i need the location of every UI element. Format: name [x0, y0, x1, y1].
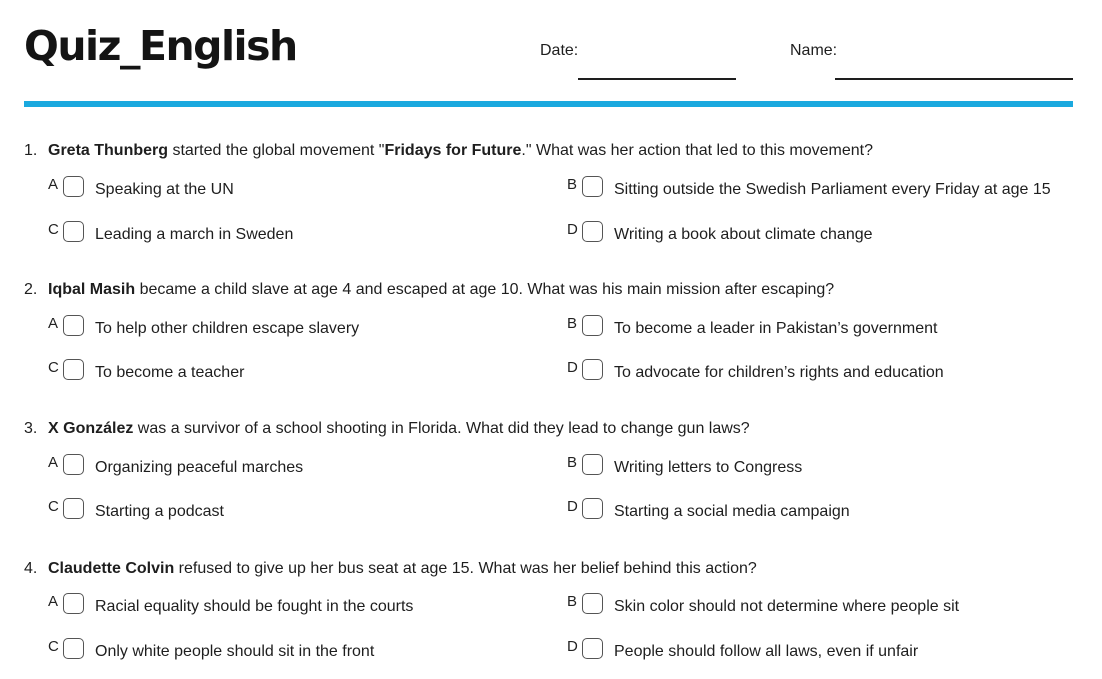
option-letter: C	[48, 359, 59, 376]
option-text: Writing letters to Congress	[614, 459, 803, 476]
option-b[interactable]	[567, 176, 1077, 202]
option-checkbox[interactable]	[582, 498, 603, 519]
option-checkbox[interactable]	[63, 315, 84, 336]
option-letter: D	[567, 221, 578, 238]
option-checkbox[interactable]	[63, 221, 84, 242]
option-c[interactable]	[48, 638, 548, 664]
question-person-name: Greta Thunberg	[48, 142, 169, 159]
option-b[interactable]	[567, 315, 1077, 341]
option-text: To help other children escape slavery	[95, 320, 360, 337]
option-checkbox[interactable]	[63, 454, 84, 475]
option-d[interactable]	[567, 638, 1077, 664]
option-letter: D	[567, 359, 578, 376]
question-person-name: X González	[48, 420, 134, 437]
option-letter: A	[48, 593, 59, 610]
option-text: Sitting outside the Swedish Parliament every Friday at age 15	[614, 181, 1051, 198]
option-text: Writing a book about climate change	[614, 226, 873, 243]
option-text: To become a teacher	[95, 364, 245, 381]
option-letter: B	[567, 315, 578, 332]
option-checkbox[interactable]	[63, 638, 84, 659]
question-1	[24, 142, 1084, 252]
question-number: 2.	[24, 281, 38, 298]
option-letter: A	[48, 454, 59, 471]
name-field-line[interactable]	[835, 78, 1073, 80]
option-text: Starting a podcast	[95, 503, 224, 520]
option-checkbox[interactable]	[582, 315, 603, 336]
question-number: 1.	[24, 142, 38, 159]
option-d[interactable]	[567, 221, 1077, 247]
question-text-pre: refused to give up her bus seat at age 15. What was her belief behind this action?	[174, 560, 757, 577]
question-3	[24, 420, 1084, 530]
option-letter: B	[567, 454, 578, 471]
question-text-pre: became a child slave at age 4 and escaped at age 10. What was his main mission after escaping?	[135, 281, 835, 298]
option-checkbox[interactable]	[63, 498, 84, 519]
option-d[interactable]	[567, 359, 1077, 385]
option-letter: C	[48, 498, 59, 515]
option-checkbox[interactable]	[582, 454, 603, 475]
option-a[interactable]	[48, 315, 548, 341]
option-text: Starting a social media campaign	[614, 503, 850, 520]
option-letter: C	[48, 221, 59, 238]
option-checkbox[interactable]	[63, 176, 84, 197]
question-text-pre: was a survivor of a school shooting in Florida. What did they lead to change gun laws?	[133, 420, 750, 437]
question-text	[24, 560, 757, 578]
option-checkbox[interactable]	[63, 593, 84, 614]
option-checkbox[interactable]	[582, 593, 603, 614]
option-b[interactable]	[567, 593, 1077, 619]
question-highlight: Fridays for Future	[384, 142, 522, 159]
question-number: 4.	[24, 560, 38, 577]
option-text: Skin color should not determine where people sit	[614, 598, 960, 615]
question-person-name: Claudette Colvin	[48, 560, 175, 577]
question-number: 3.	[24, 420, 38, 437]
option-letter: A	[48, 176, 59, 193]
option-a[interactable]	[48, 176, 548, 202]
question-text-post: ." What was her action that led to this movement?	[521, 142, 874, 159]
option-text: People should follow all laws, even if unfair	[614, 643, 919, 660]
date-field-line[interactable]	[578, 78, 736, 80]
question-text	[24, 142, 873, 160]
option-text: Only white people should sit in the front	[95, 643, 375, 660]
option-letter: B	[567, 176, 578, 193]
option-text: Racial equality should be fought in the courts	[95, 598, 414, 615]
date-label: Date:	[540, 42, 579, 59]
question-2	[24, 281, 1084, 391]
option-c[interactable]	[48, 498, 548, 524]
option-a[interactable]	[48, 593, 548, 619]
option-checkbox[interactable]	[582, 638, 603, 659]
question-text-pre: started the global movement "	[168, 142, 385, 159]
option-text: To become a leader in Pakistan’s government	[614, 320, 938, 337]
question-person-name: Iqbal Masih	[48, 281, 136, 298]
option-checkbox[interactable]	[582, 359, 603, 380]
option-text: Leading a march in Sweden	[95, 226, 294, 243]
question-text	[24, 281, 834, 299]
option-letter: B	[567, 593, 578, 610]
option-text: Organizing peaceful marches	[95, 459, 304, 476]
header-divider	[24, 101, 1073, 107]
quiz-title: Quiz_English	[24, 22, 297, 70]
question-4	[24, 560, 1084, 670]
option-d[interactable]	[567, 498, 1077, 524]
option-a[interactable]	[48, 454, 548, 480]
option-c[interactable]	[48, 221, 548, 247]
option-c[interactable]	[48, 359, 548, 385]
name-label: Name:	[790, 42, 838, 59]
question-text	[24, 420, 750, 438]
option-checkbox[interactable]	[582, 176, 603, 197]
option-letter: D	[567, 638, 578, 655]
option-checkbox[interactable]	[63, 359, 84, 380]
option-b[interactable]	[567, 454, 1077, 480]
option-checkbox[interactable]	[582, 221, 603, 242]
option-letter: A	[48, 315, 59, 332]
option-letter: C	[48, 638, 59, 655]
option-letter: D	[567, 498, 578, 515]
option-text: Speaking at the UN	[95, 181, 234, 198]
option-text: To advocate for children’s rights and education	[614, 364, 944, 381]
